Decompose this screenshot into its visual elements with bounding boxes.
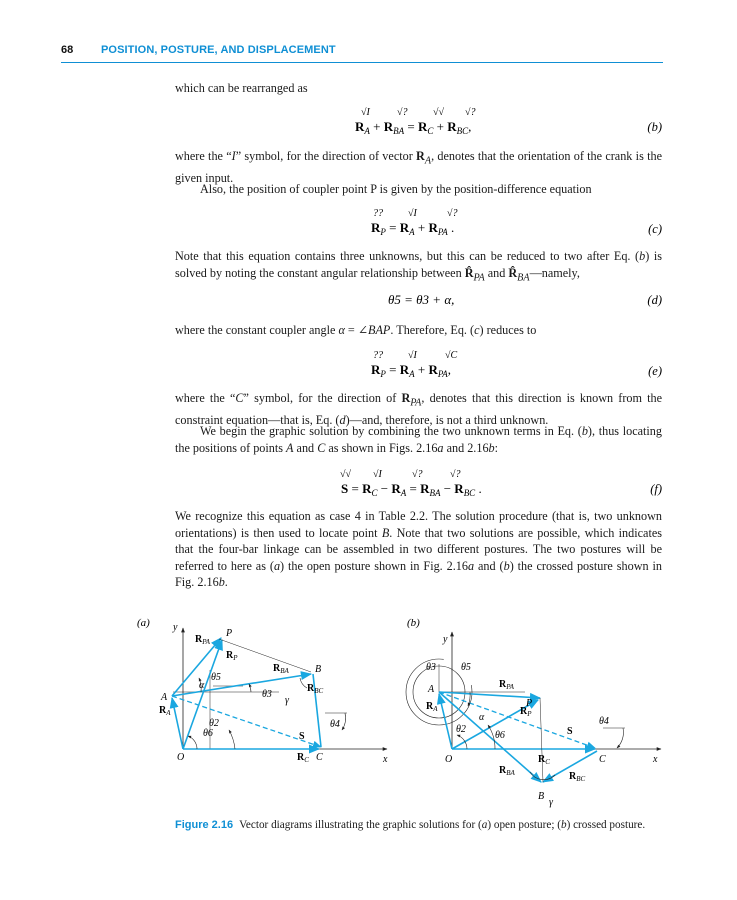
panel-a-tag: (a) — [137, 617, 150, 629]
panel-b-tag: (b) — [407, 617, 420, 629]
eq-c-tag: (c) — [648, 222, 662, 236]
equation-d — [175, 284, 662, 324]
panel-b-theta4: θ4 — [599, 716, 609, 727]
panel-a-label-ra: $R_A$ — [159, 705, 171, 717]
panel-a-theta3: θ3 — [262, 689, 272, 700]
panel-a-theta6: θ6 — [203, 728, 213, 739]
panel-b-vector-rpa — [439, 692, 540, 698]
panel-a-vector-rba — [172, 674, 311, 696]
panel-a-label-s: S — [299, 731, 305, 742]
panel-a-label-rp: $R_P$ — [226, 650, 238, 662]
panel-b-theta4-arc — [617, 728, 623, 748]
caption-label: Figure 2.16 — [175, 819, 234, 831]
panel-b-theta2-arc — [457, 735, 467, 749]
panel-b-coupler-edge — [540, 698, 543, 782]
eq-e-mark-2: √I — [408, 350, 417, 361]
panel-a-label-rba: $R_{BA}$ — [273, 663, 289, 675]
equation-b — [175, 103, 662, 143]
eq-f-expression: $S = R_C - R_A = R_{BA} - R_{BC}$ . — [341, 481, 482, 498]
eq-c-mark-2: √I — [408, 208, 417, 219]
panel-b-label-s: S — [567, 726, 573, 737]
panel-b-label-rpa: $R_{PA}$ — [499, 679, 514, 691]
panel-b-point-p: P — [526, 698, 533, 709]
figure-2-16 — [125, 612, 665, 812]
paragraph-3: Also, the position of coupler point P is given by the position-difference equation — [200, 182, 592, 196]
panel-a-x-label: x — [383, 754, 388, 765]
panel-a-point-b: B — [315, 664, 322, 675]
panel-a-point-c: C — [316, 752, 323, 763]
panel-a-theta4-arc — [342, 713, 346, 730]
page-header — [0, 0, 737, 70]
panel-a-y-label: y — [173, 622, 178, 633]
eq-e-expression: $R_P = R_A + R_{PA}$, — [371, 362, 451, 379]
eq-d-expression: θ5 = θ3 + α, — [388, 292, 455, 307]
equation-e — [175, 343, 662, 383]
header-rule — [61, 62, 663, 63]
eq-e-mark-1: ?? — [373, 350, 383, 361]
paragraph-4: Note that this equation contains three unknowns, but this can be reduced to two after Eq. (b) is solved by noting the constant angular relationship between $R̂_{PA}$ and $R̂_{BA}—namely$, — [175, 249, 663, 283]
panel-a-label-rc: $R_C$ — [297, 752, 309, 764]
panel-a-gamma: γ — [285, 695, 289, 706]
eq-b-mark-1: √I — [361, 107, 370, 118]
eq-b-mark-4: √? — [465, 107, 476, 118]
panel-b-x-label: x — [653, 754, 658, 765]
eq-b-mark-2: √? — [397, 107, 408, 118]
page-number: 68 — [61, 44, 74, 56]
figure-caption: Figure 2.16 Vector diagrams illustrating the graphic solutions for (a) open posture; (b) crossed posture. — [175, 819, 646, 831]
panel-a-gamma-arc — [300, 678, 307, 688]
eq-d-tag: (d) — [647, 293, 662, 307]
panel-a-vector-ra — [172, 698, 183, 749]
panel-a-theta5: θ5 — [211, 672, 221, 683]
panel-b-gamma: γ — [549, 797, 553, 808]
panel-a-vector-rpa — [172, 638, 221, 696]
panel-a-label-rbc: $R_{BC}$ — [307, 683, 324, 695]
panel-b-label-ra: $R_A$ — [426, 701, 438, 713]
paragraph-2: where the “I” symbol, for the direction of vector $R_A$, denotes that the orientation of the crank is the given input. — [175, 149, 662, 185]
panel-b-label-rc: $R_C$ — [538, 754, 550, 766]
eq-e-tag: (e) — [648, 364, 662, 378]
panel-b-point-c: C — [599, 754, 606, 765]
paragraph-6: where the “C” symbol, for the direction of $R_{PA}$, denotes that this direction is known from the constraint equation—that is, Eq. (d)—and, therefore, is not a third unknown. — [175, 391, 663, 427]
eq-c-mark-3: √? — [447, 208, 458, 219]
panel-a-theta2: θ2 — [209, 718, 219, 729]
panel-b-alpha: α — [479, 712, 485, 723]
panel-b-point-o: O — [445, 754, 453, 765]
paragraph-5: where the constant coupler angle α = ∠BAP. Therefore, Eq. (c) reduces to — [175, 323, 537, 337]
panel-b-theta2: θ2 — [456, 724, 466, 735]
panel-b-theta5: θ5 — [461, 662, 471, 673]
panel-a-point-a: A — [161, 692, 168, 703]
paragraph-1: which can be rearranged as — [175, 81, 308, 95]
equation-f — [175, 463, 662, 503]
eq-f-mark-3: √? — [412, 469, 423, 480]
panel-a-theta6-arc — [229, 730, 235, 749]
eq-f-mark-4: √? — [450, 469, 461, 480]
panel-b-label-rp: $R_P$ — [520, 706, 532, 718]
paragraph-7: We begin the graphic solution by combining the two unknown terms in Eq. (b), thus locating the positions of points A and C as shown in Figs. 2.16a and 2.16b: — [175, 424, 662, 455]
eq-c-expression: $R_P = R_A + R_{PA}$ . — [371, 220, 455, 237]
panel-a-point-o: O — [177, 752, 185, 763]
panel-a-theta2-arc — [188, 736, 197, 749]
eq-b-expression: $R_A + R_{BA} = R_C + R_{BC}$, — [355, 119, 472, 136]
panel-b-theta3: θ3 — [426, 662, 436, 673]
eq-e-mark-3: √C — [445, 350, 458, 361]
panel-a — [137, 617, 388, 765]
panel-b-label-rba: $R_{BA}$ — [499, 765, 515, 777]
eq-c-mark-1: ?? — [373, 208, 383, 219]
panel-b-point-b: B — [538, 791, 545, 802]
equation-c — [175, 202, 662, 242]
panel-b-vector-s — [439, 692, 595, 748]
panel-a-theta4: θ4 — [330, 719, 340, 730]
panel-b-theta6: θ6 — [495, 730, 505, 741]
panel-b-label-rbc: $R_{BC}$ — [569, 771, 586, 783]
eq-f-tag: (f) — [650, 482, 662, 496]
panel-b-point-a: A — [428, 684, 435, 695]
running-title: POSITION, POSTURE, AND DISPLACEMENT — [101, 44, 336, 56]
panel-a-point-p: P — [226, 628, 233, 639]
eq-b-mark-3: √√ — [433, 107, 444, 118]
panel-b — [406, 617, 661, 808]
eq-f-mark-2: √I — [373, 469, 382, 480]
panel-a-alpha: α — [199, 680, 205, 691]
panel-b-y-label: y — [443, 634, 448, 645]
panel-a-label-rpa: $R_{PA}$ — [195, 634, 210, 646]
paragraph-8: We recognize this equation as case 4 in Table 2.2. The solution procedure (that is, two unknown orientations) is then used to locate point B. Note that two solutions are possible, which indicates that the four-bar linkage can be assembled in two different postures. The two postures will be referred to here as (a) the open posture shown in Fig. 2.16a and (b) the crossed posture shown in Fig. 2.16b. — [175, 509, 663, 589]
eq-f-mark-1: √√ — [340, 469, 351, 480]
eq-b-tag: (b) — [647, 120, 662, 134]
panel-a-theta3-arc — [249, 684, 251, 692]
